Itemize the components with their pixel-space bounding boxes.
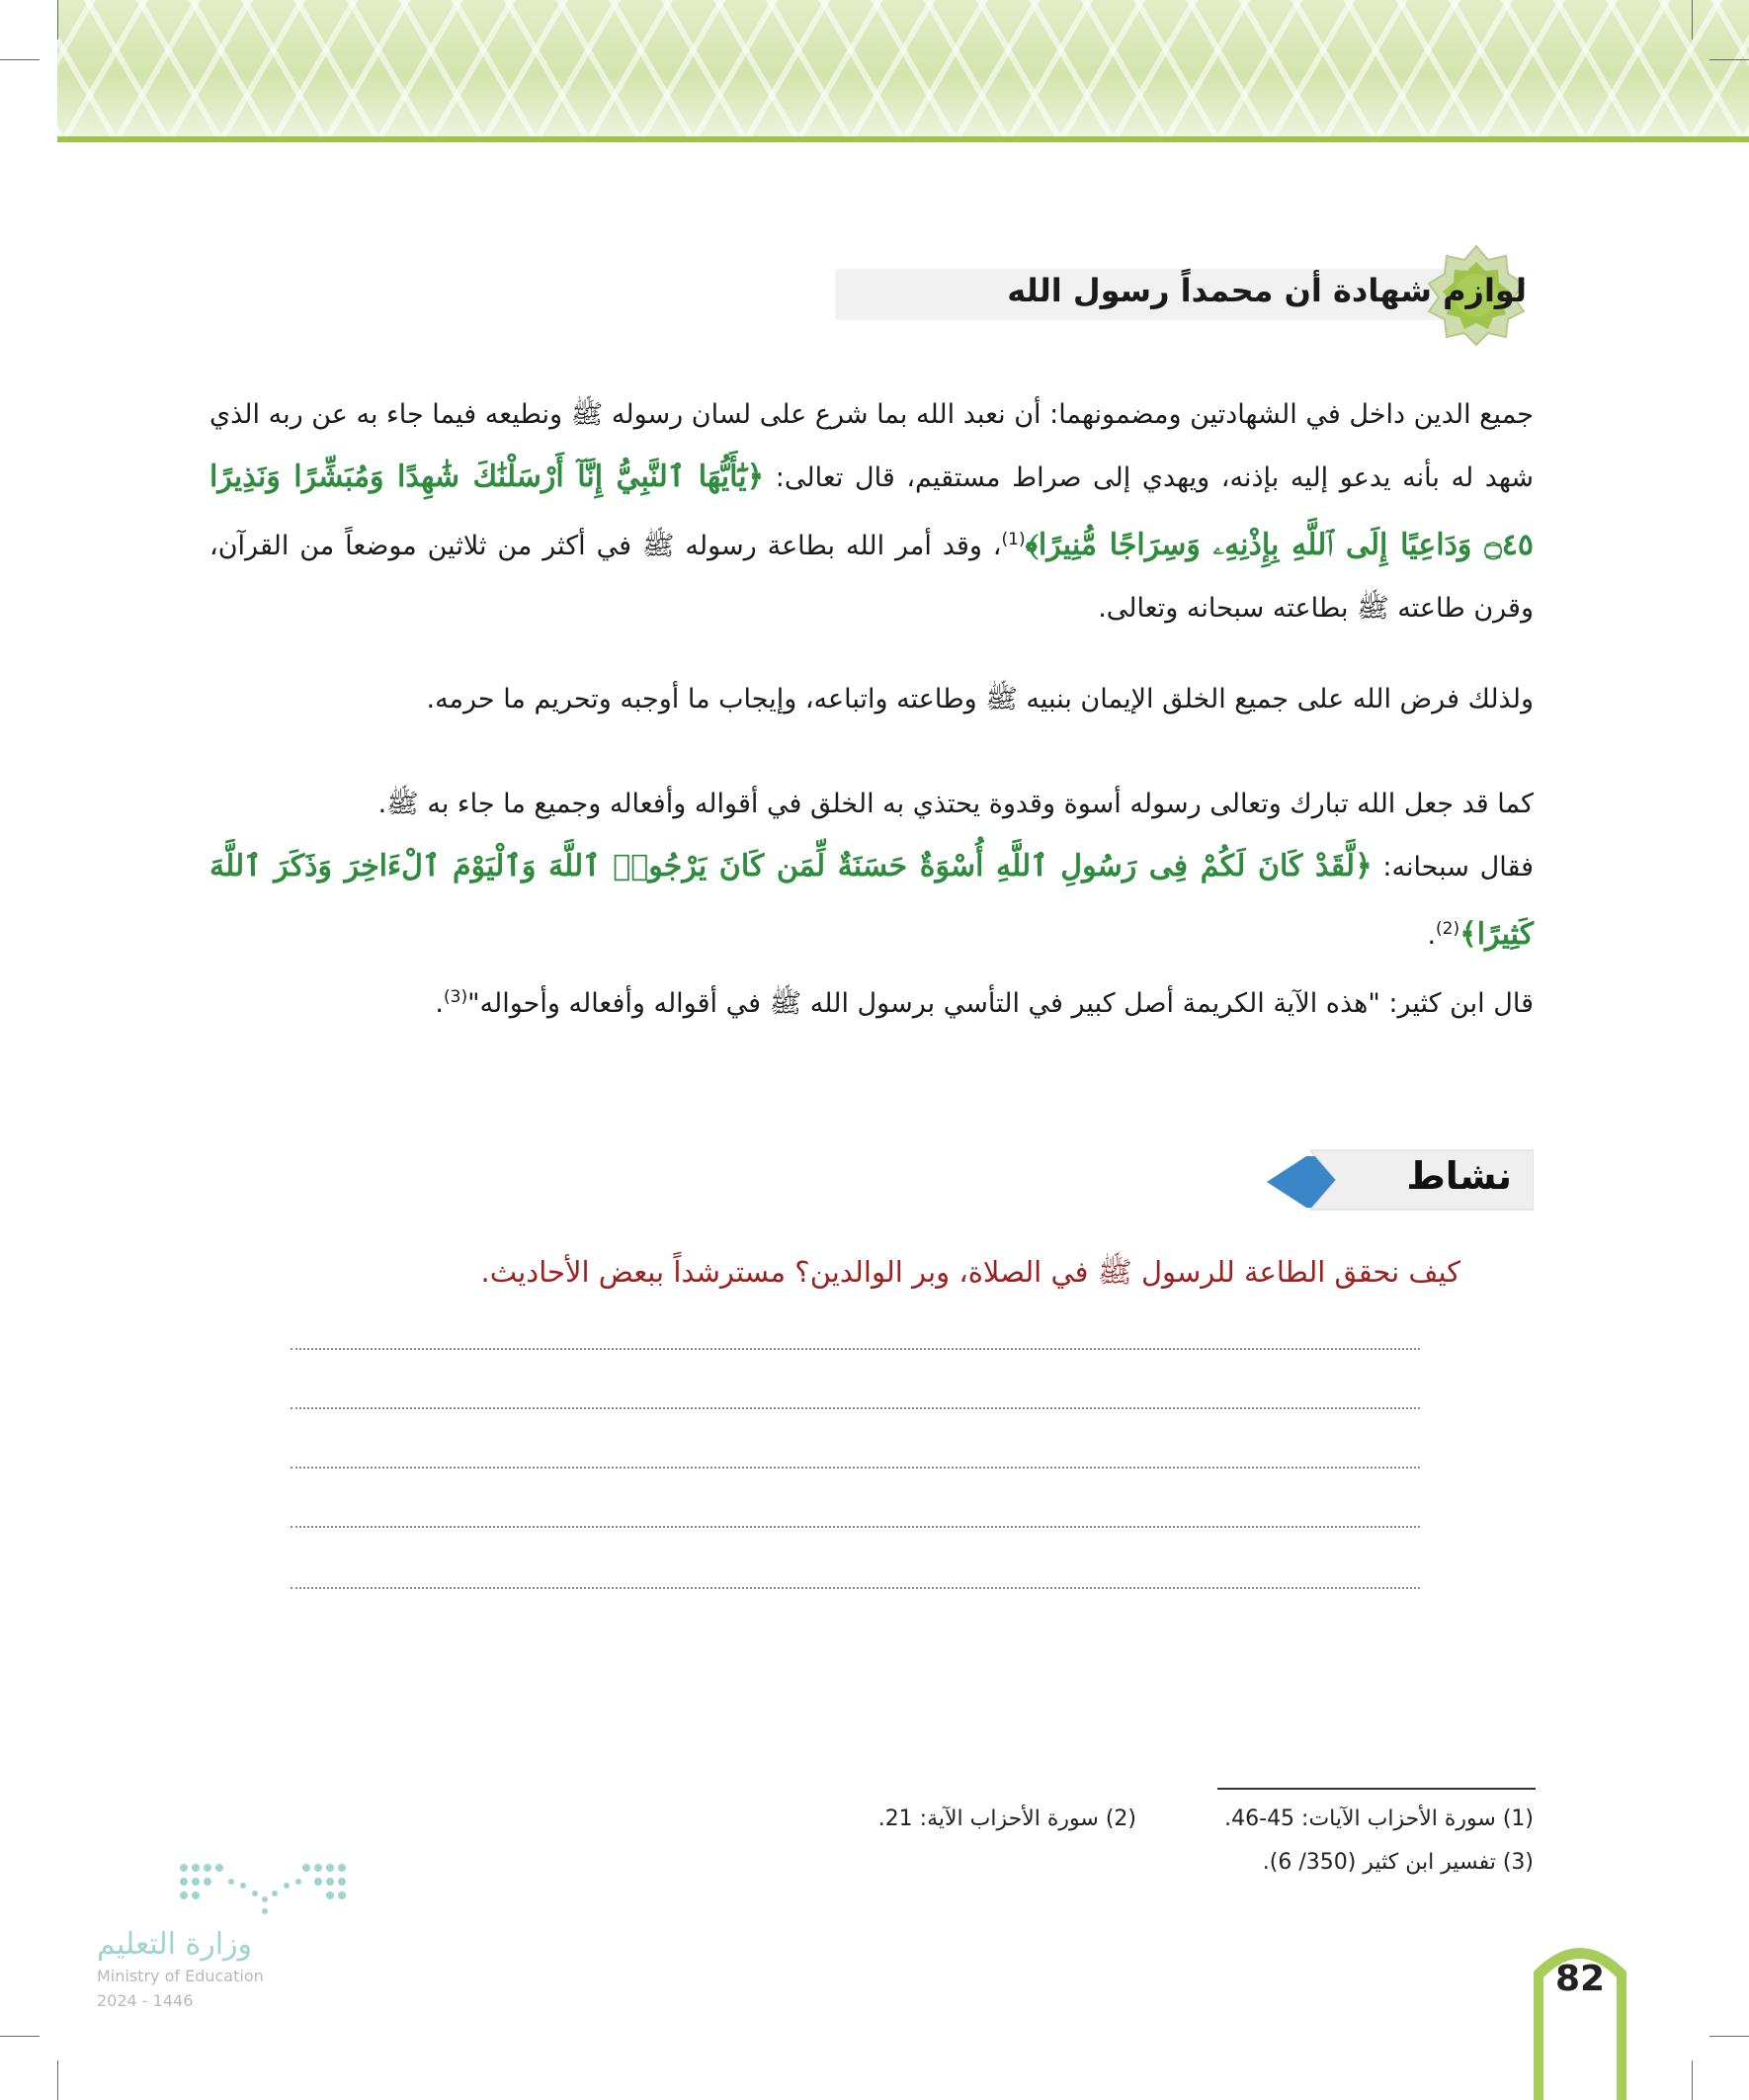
ministry-name-en: Ministry of Education (97, 1967, 264, 1985)
page-number: 82 (1554, 1959, 1606, 1999)
crop-mark (57, 0, 58, 40)
answer-line[interactable] (291, 1407, 1420, 1409)
quran-verse: ﴿لَّقَدْ كَانَ لَكُمْ فِى رَسُولِ ٱللَّهِ أُسْوَةٌ حَسَنَةٌ لِّمَن كَانَ يَرْجُوا۟ ٱللَّهَ وَٱلْيَوْمَ ٱلْءَاخِرَ وَذَكَرَ ٱللَّهَ كَثِيرًا﴾ (209, 849, 1534, 952)
example-paragraph (209, 773, 1534, 1035)
body-text: جميع الدين داخل في الشهادتين ومضمونهما: أن نعبد الله بما شرع على لسان رسوله ﷺ ونطيعه فيما جاء به عن ربه الذي شهد له بأنه يدعو إليه بإذنه، ويهدي إلى صراط مستقيم، قال تعالى: (209, 399, 1535, 493)
body-text: . (1427, 920, 1437, 951)
header-banner (57, 0, 1749, 136)
body-text: . (435, 988, 444, 1019)
quran-verse: ﴿يَٰٓأَيُّهَا ٱلنَّبِيُّ إِنَّآ أَرْسَلْنَٰكَ شَٰهِدًا وَمُبَشِّرًا وَنَذِيرًا ۝٤٥ وَدَاعِيًا إِلَى ٱللَّهِ بِإِذْنِهِۦ وَسِرَاجًا مُّنِيرًا﴾ (209, 460, 1534, 562)
footnote-2: (2) سورة الأحزاب الآية: 21. (877, 1806, 1136, 1831)
answer-line[interactable] (291, 1467, 1420, 1469)
activity-label: نشاط (1406, 1154, 1512, 1198)
body-text: ، وقد أمر الله بطاعة رسوله ﷺ في أكثر من ثلاثين موضعاً من القرآن، وقرن طاعته ﷺ بطاعته سبحانه وتعالى. (209, 531, 1534, 624)
ministry-year: 2024 - 1446 (97, 1991, 194, 2010)
footnote-ref: (1) (1001, 530, 1026, 549)
footnote-1: (1) سورة الأحزاب الآيات: 45-46. (1224, 1806, 1534, 1831)
body-text: قال ابن كثير: "هذه الآية الكريمة أصل كبير في التأسي برسول الله ﷺ في أقواله وأفعاله وأحواله" (467, 988, 1534, 1019)
page-title: لوازم شهادة أن محمداً رسول الله (1007, 272, 1527, 309)
answer-line[interactable] (291, 1526, 1420, 1528)
crop-mark (0, 59, 40, 60)
activity-question: كيف نحقق الطاعة للرسول ﷺ في الصلاة، وبر الوالدين؟ مسترشداً ببعض الأحاديث. (480, 1255, 1460, 1289)
ministry-logo-icon (178, 1860, 356, 1919)
crop-mark (1709, 59, 1749, 60)
crop-mark (1709, 2036, 1749, 2037)
crop-mark (1692, 0, 1693, 40)
body-text: كما قد جعل الله تبارك وتعالى رسوله أسوة وقدوة يحتذي به الخلق في أقواله وأفعاله وجميع ما جاء به ﷺ. (377, 789, 1534, 819)
footnote-ref: (3) (444, 987, 468, 1007)
answer-line[interactable] (291, 1348, 1420, 1350)
ministry-name-ar: وزارة التعليم (97, 1927, 253, 1962)
header-divider (57, 136, 1749, 142)
answer-line[interactable] (291, 1587, 1420, 1589)
body-text: ولذلك فرض الله على جميع الخلق الإيمان بنبيه ﷺ وطاعته واتباعه، وإيجاب ما أوجبه وتحريم ما حرمه. (426, 684, 1534, 714)
intro-paragraph (209, 383, 1534, 639)
body-text: فقال سبحانه: (1372, 852, 1535, 882)
crop-mark (0, 2036, 40, 2037)
footnote-3: (3) تفسير ابن كثير (350/ 6). (1262, 1850, 1534, 1875)
footnote-divider (1217, 1788, 1536, 1790)
crop-mark (57, 2060, 58, 2100)
crop-mark (1692, 2060, 1693, 2100)
obligation-paragraph (209, 668, 1534, 730)
footnote-ref: (2) (1436, 919, 1460, 939)
section-title (1007, 265, 1527, 316)
page-number-tab (1530, 1932, 1630, 2100)
